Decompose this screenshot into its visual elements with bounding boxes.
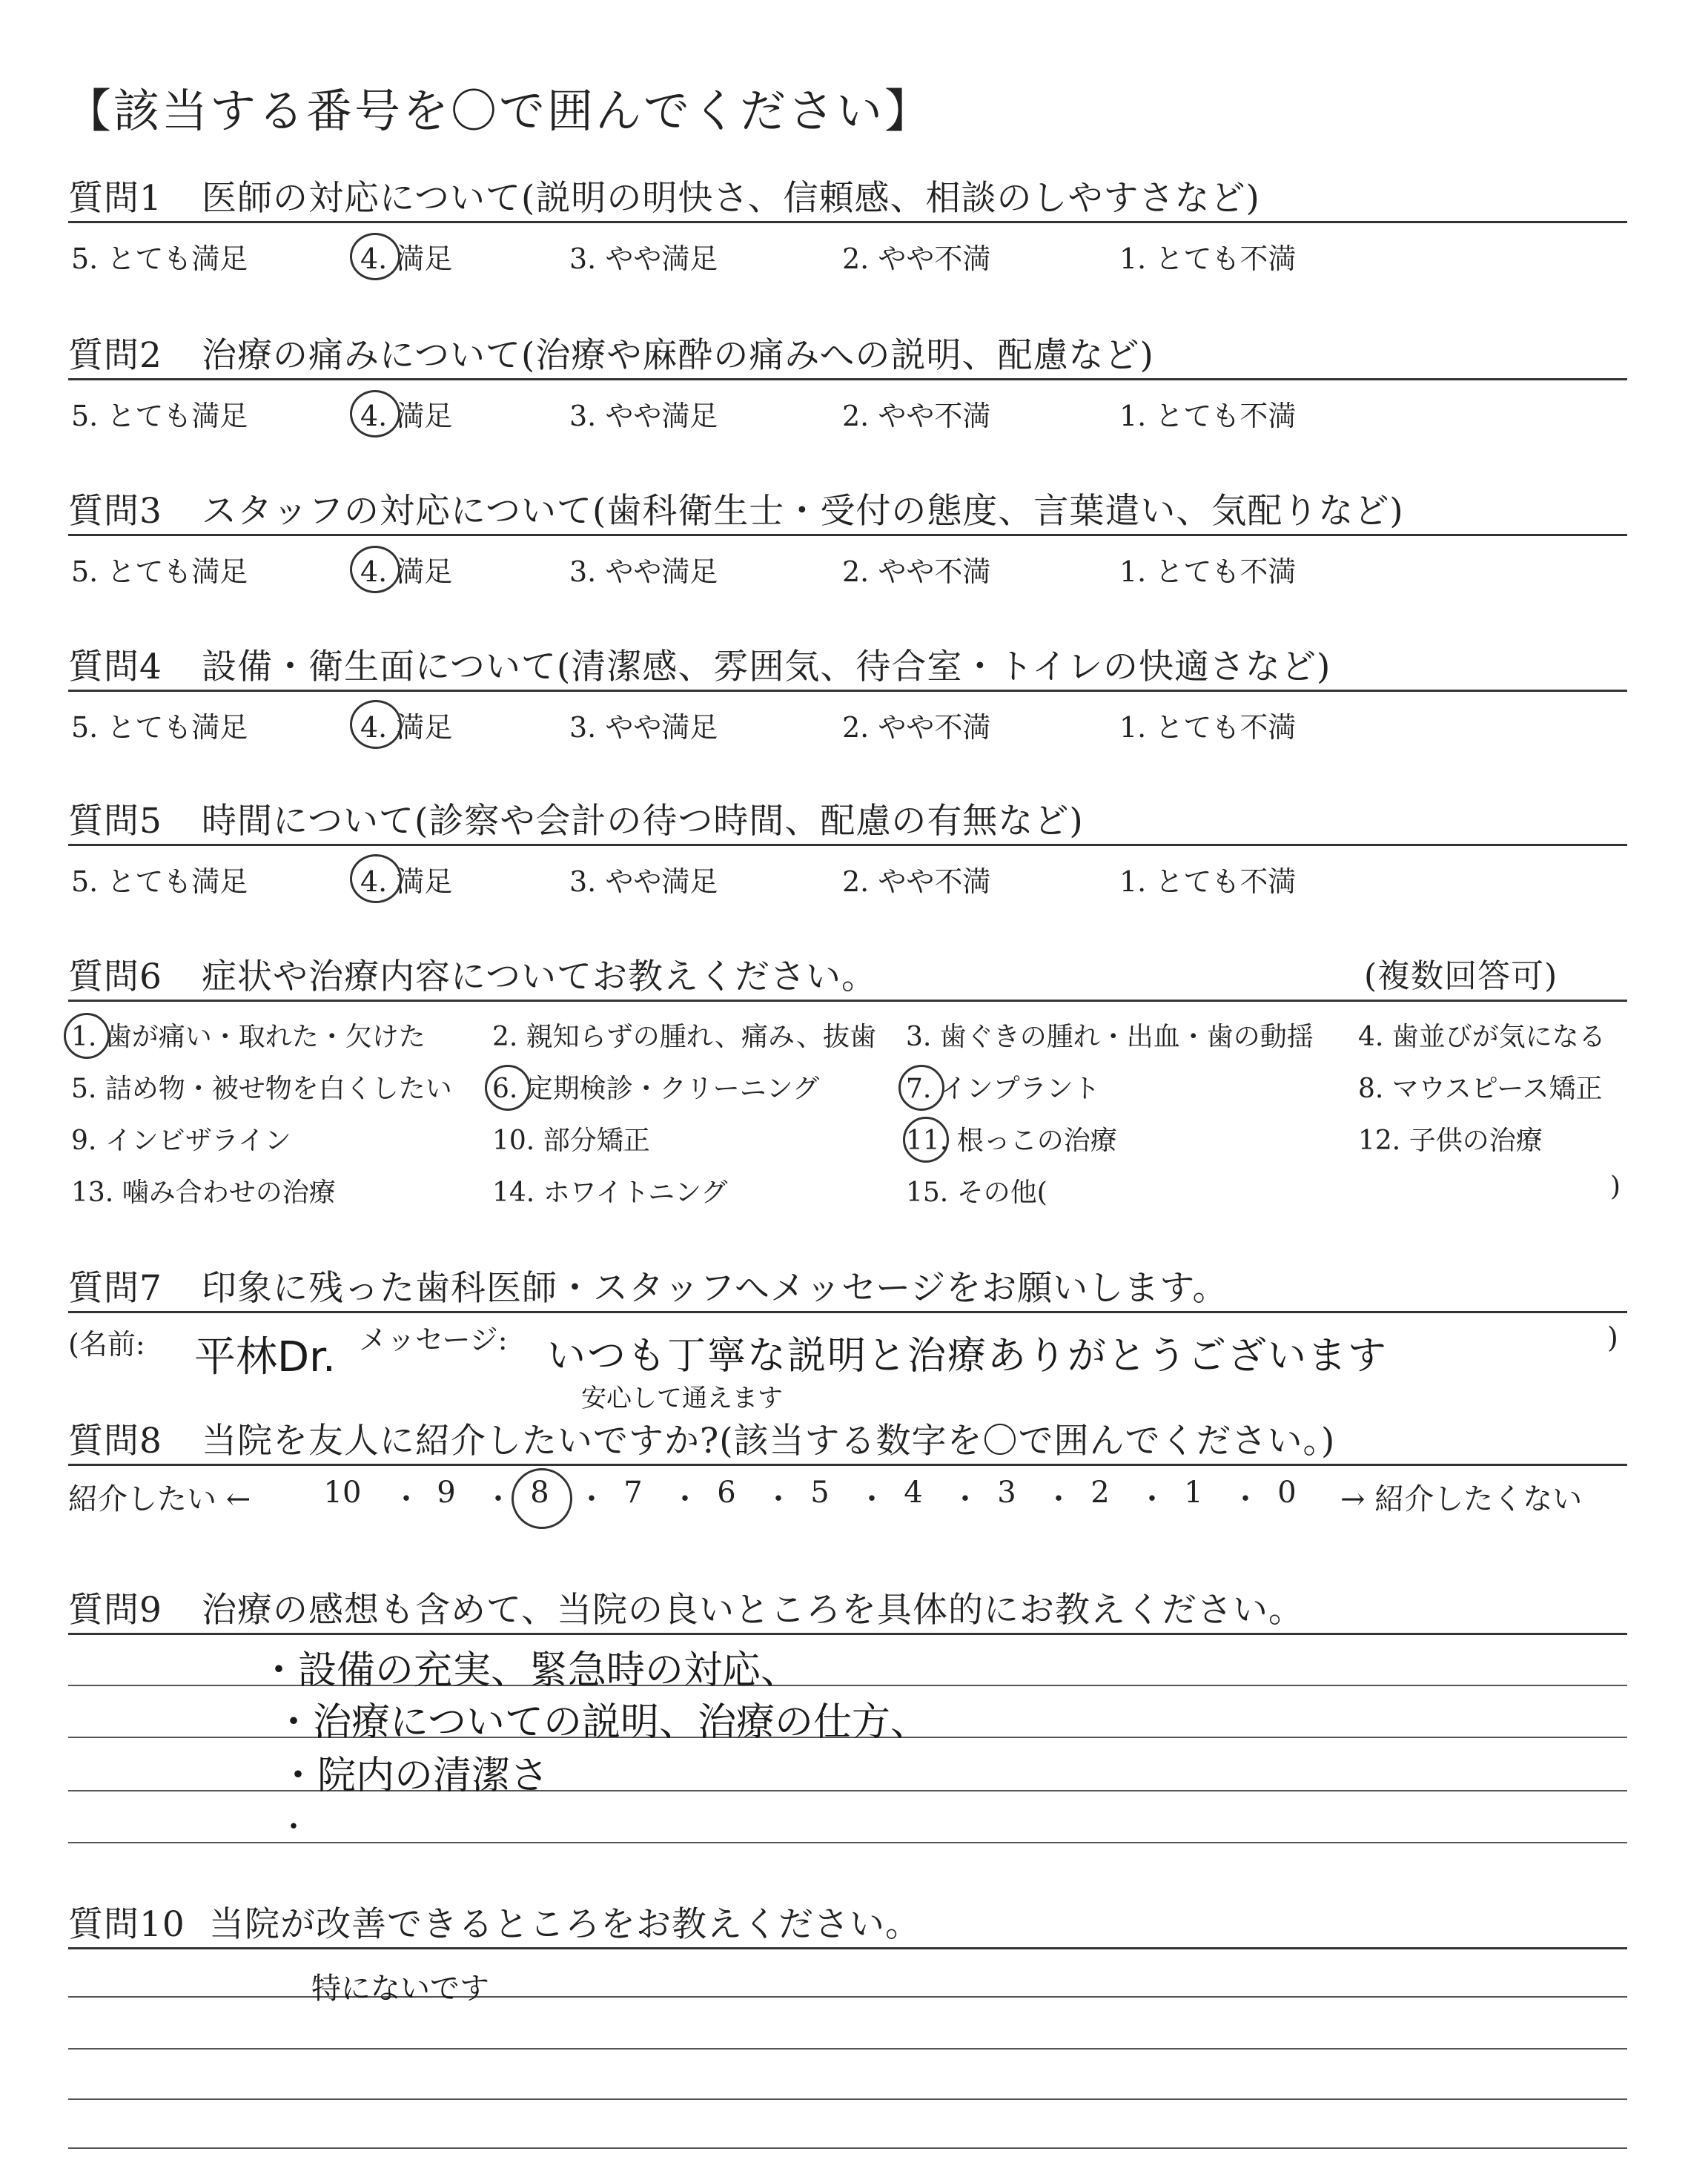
page-title: 【該当する番号を〇で囲んでください】 [65, 84, 933, 138]
q4-opt-2[interactable]: 2. やや不満 [842, 711, 991, 744]
q1-label: 質問1 [68, 178, 162, 219]
q2-opt-5[interactable]: 5. とても満足 [71, 400, 248, 432]
q10-text: 当院が改善できるところをお教えください。 [209, 1904, 921, 1945]
q5-text: 時間について(診察や会計の待つ時間、配慮の有無など) [202, 801, 1084, 842]
q2-opt-4[interactable]: 4. 満足 [360, 400, 453, 432]
q4-text: 設備・衛生面について(清潔感、雰囲気、待合室・トイレの快適さなど) [202, 647, 1331, 687]
q8-num-4[interactable]: 4 [904, 1476, 923, 1510]
q7-handwritten-message[interactable]: いつも丁寧な説明と治療ありがとうございます [547, 1334, 1388, 1378]
q8-separator: ・ [577, 1482, 606, 1516]
q10-rule [68, 1947, 1627, 1949]
q6-choice-15-close: ) [1610, 1172, 1621, 1202]
q2-opt-3[interactable]: 3. やや満足 [569, 400, 718, 432]
q6-choice-11[interactable]: 11. 根っこの治療 [906, 1126, 1117, 1156]
q8-num-5[interactable]: 5 [810, 1476, 830, 1510]
q8-separator: ・ [391, 1482, 421, 1516]
q10-writing-line [68, 1996, 1627, 1998]
q7-rule [68, 1311, 1627, 1313]
q1-opt-4[interactable]: 4. 満足 [360, 242, 453, 275]
q6-choice-2[interactable]: 2. 親知らずの腫れ、痛み、抜歯 [492, 1022, 877, 1052]
q8-num-1[interactable]: 1 [1184, 1476, 1203, 1510]
q5-label: 質問5 [68, 801, 162, 842]
q7-handwritten-message-2[interactable]: 安心して通えます [581, 1384, 783, 1413]
q6-choice-7[interactable]: 7. インプラント [906, 1074, 1100, 1104]
q6-choice-12[interactable]: 12. 子供の治療 [1358, 1126, 1543, 1156]
q8-separator: ・ [857, 1482, 887, 1516]
q9-handwritten-line-2[interactable]: ・治療についての説明、治療の仕方、 [274, 1700, 929, 1745]
q1-opt-2[interactable]: 2. やや不満 [842, 242, 991, 275]
q3-opt-1[interactable]: 1. とても不満 [1119, 555, 1297, 588]
q8-num-7[interactable]: 7 [623, 1476, 643, 1510]
q6-text: 症状や治療内容についてお教えください。 [202, 957, 878, 997]
q2-selected-circle [350, 390, 400, 437]
q3-opt-2[interactable]: 2. やや不満 [842, 555, 991, 588]
q4-rule [68, 690, 1627, 692]
q8-label: 質問8 [68, 1421, 162, 1462]
q3-opt-5[interactable]: 5. とても満足 [71, 555, 248, 588]
q5-rule [68, 844, 1627, 846]
q7-handwritten-name[interactable]: 平林Dr. [194, 1333, 336, 1381]
q7-name-label: (名前: [68, 1328, 145, 1361]
q6-selected-circle-7 [898, 1065, 944, 1111]
q5-opt-1[interactable]: 1. とても不満 [1119, 865, 1297, 898]
q6-choice-3[interactable]: 3. 歯ぐきの腫れ・出血・歯の動揺 [906, 1022, 1314, 1052]
q4-opt-1[interactable]: 1. とても不満 [1119, 711, 1297, 744]
q4-label: 質問4 [68, 647, 162, 687]
q6-choice-13[interactable]: 13. 噛み合わせの治療 [71, 1178, 336, 1208]
q2-rule [68, 378, 1627, 380]
q3-opt-4[interactable]: 4. 満足 [360, 555, 453, 588]
q8-right-label: → 紹介したくない [1340, 1482, 1583, 1516]
q3-label: 質問3 [68, 491, 162, 532]
q7-message-label: メッセージ: [359, 1324, 508, 1356]
q8-separator: ・ [1231, 1482, 1260, 1516]
q6-selected-circle-1 [64, 1013, 110, 1059]
q6-note: (複数回答可) [1364, 957, 1558, 995]
q9-rule [68, 1633, 1627, 1635]
q2-text: 治療の痛みについて(治療や麻酔の痛みへの説明、配慮など) [202, 335, 1154, 376]
q9-label: 質問9 [68, 1590, 162, 1631]
q7-close-paren: ) [1607, 1321, 1618, 1354]
q6-choice-9[interactable]: 9. インビザライン [71, 1126, 291, 1156]
q3-selected-circle [350, 546, 400, 593]
q6-rule [68, 1000, 1627, 1002]
q6-choice-10[interactable]: 10. 部分矯正 [492, 1126, 650, 1156]
q1-opt-3[interactable]: 3. やや満足 [569, 242, 718, 275]
q5-opt-4[interactable]: 4. 満足 [360, 865, 453, 898]
q4-selected-circle [350, 700, 402, 749]
q8-separator: ・ [1044, 1482, 1073, 1516]
q6-selected-circle-11 [903, 1117, 949, 1163]
q8-num-10[interactable]: 10 [323, 1476, 362, 1510]
q6-choice-14[interactable]: 14. ホワイトニング [492, 1178, 728, 1208]
q8-separator: ・ [483, 1482, 513, 1516]
q5-opt-5[interactable]: 5. とても満足 [71, 865, 248, 898]
q6-selected-circle-6 [485, 1065, 531, 1111]
q10-writing-line [68, 2098, 1627, 2100]
q5-opt-2[interactable]: 2. やや不満 [842, 865, 991, 898]
q8-separator: ・ [764, 1482, 793, 1516]
q8-separator: ・ [950, 1482, 980, 1516]
q8-separator: ・ [670, 1482, 700, 1516]
q3-opt-3[interactable]: 3. やや満足 [569, 555, 718, 588]
q5-selected-circle [350, 854, 402, 903]
q1-opt-5[interactable]: 5. とても満足 [71, 242, 248, 275]
q8-selected-circle [512, 1468, 572, 1529]
q8-num-8[interactable]: 8 [530, 1476, 549, 1510]
q6-choice-4[interactable]: 4. 歯並びが気になる [1358, 1022, 1606, 1052]
q1-rule [68, 221, 1627, 223]
q4-opt-5[interactable]: 5. とても満足 [71, 711, 248, 744]
q8-num-9[interactable]: 9 [437, 1476, 456, 1510]
q10-writing-line [68, 2147, 1627, 2149]
q10-handwritten[interactable]: 特にないです [311, 1972, 489, 2006]
q10-label: 質問10 [68, 1904, 185, 1945]
q2-label: 質問2 [68, 335, 162, 376]
q8-separator: ・ [1137, 1482, 1167, 1516]
q6-label: 質問6 [68, 957, 162, 997]
q6-choice-6[interactable]: 6. 定期検診・クリーニング [492, 1074, 820, 1104]
q3-rule [68, 534, 1627, 536]
q6-choice-8[interactable]: 8. マウスピース矯正 [1358, 1074, 1603, 1104]
q1-opt-1[interactable]: 1. とても不満 [1119, 242, 1297, 275]
q8-left-label: 紹介したい ← [68, 1482, 251, 1516]
q9-handwritten-line-3[interactable]: ・院内の清潔さ [279, 1754, 549, 1798]
q7-label: 質問7 [68, 1268, 162, 1309]
q8-num-3[interactable]: 3 [997, 1476, 1016, 1510]
q1-text: 医師の対応について(説明の明快さ、信頼感、相談のしやすさなど) [202, 178, 1260, 219]
q1-selected-circle [350, 233, 400, 280]
q2-opt-2[interactable]: 2. やや不満 [842, 400, 991, 432]
q9-text: 治療の感想も含めて、当院の良いところを具体的にお教えください。 [202, 1590, 1305, 1631]
q4-opt-4[interactable]: 4. 満足 [360, 711, 453, 744]
q6-choice-5[interactable]: 5. 詰め物・被せ物を白くしたい [71, 1074, 452, 1104]
q7-text: 印象に残った歯科医師・スタッフへメッセージをお願いします。 [202, 1268, 1228, 1309]
q5-opt-3[interactable]: 3. やや満足 [569, 865, 718, 898]
q2-opt-1[interactable]: 1. とても不満 [1119, 400, 1297, 432]
q6-choice-1[interactable]: 1. 歯が痛い・取れた・欠けた [71, 1022, 426, 1052]
q8-rule [68, 1464, 1627, 1466]
q4-opt-3[interactable]: 3. やや満足 [569, 711, 718, 744]
q8-num-0[interactable]: 0 [1277, 1476, 1297, 1510]
q8-num-6[interactable]: 6 [717, 1476, 736, 1510]
q9-handwritten-line-4[interactable]: ・ [279, 1810, 308, 1844]
q8-num-2[interactable]: 2 [1090, 1476, 1110, 1510]
q9-handwritten-line-1[interactable]: ・設備の充実、緊急時の対応、 [259, 1648, 800, 1693]
q10-writing-line [68, 2048, 1627, 2050]
q8-text: 当院を友人に紹介したいですか?(該当する数字を〇で囲んでください。) [202, 1421, 1336, 1462]
q6-choice-15[interactable]: 15. その他( [906, 1178, 1047, 1208]
q3-text: スタッフの対応について(歯科衛生士・受付の態度、言葉遣い、気配りなど) [202, 491, 1404, 532]
